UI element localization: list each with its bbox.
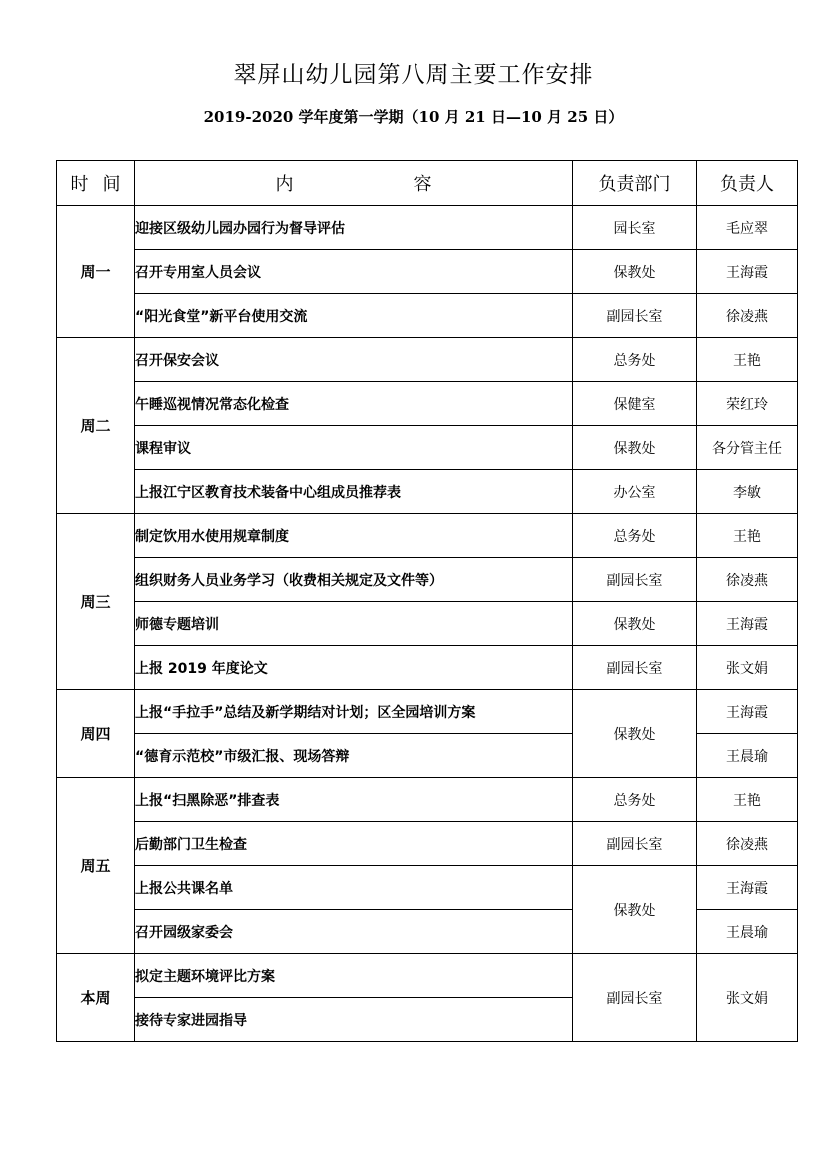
department-cell: 保教处: [573, 866, 697, 954]
header-time: 时 间: [57, 161, 135, 206]
content-cell: 上报 2019 年度论文: [135, 646, 573, 690]
day-cell: 周五: [57, 778, 135, 954]
content-cell: 上报“手拉手”总结及新学期结对计划；区全园培训方案: [135, 690, 573, 734]
content-cell: 召开专用室人员会议: [135, 250, 573, 294]
department-cell: 总务处: [573, 778, 697, 822]
table-row: [57, 646, 798, 690]
department-cell: 副园长室: [573, 954, 697, 1042]
content-cell: 组织财务人员业务学习（收费相关规定及文件等）: [135, 558, 573, 602]
page-title: 翠屏山幼儿园第八周主要工作安排: [233, 62, 594, 88]
person-cell: 王海霞: [697, 690, 798, 734]
content-cell: “德育示范校”市级汇报、现场答辩: [135, 734, 573, 778]
day-cell: 周二: [57, 338, 135, 514]
table-row: [57, 778, 798, 822]
department-cell: 保教处: [573, 690, 697, 778]
table-row: [57, 866, 798, 910]
table-row: [57, 558, 798, 602]
person-cell: 王海霞: [697, 250, 798, 294]
content-cell: 拟定主题环境评比方案: [135, 954, 573, 998]
person-cell: 徐凌燕: [697, 558, 798, 602]
day-cell: 周一: [57, 206, 135, 338]
person-cell: 王海霞: [697, 866, 798, 910]
table-row: [57, 250, 798, 294]
content-cell: 召开保安会议: [135, 338, 573, 382]
table-row: [57, 294, 798, 338]
person-cell: 王晨瑜: [697, 910, 798, 954]
department-cell: 副园长室: [573, 294, 697, 338]
department-cell: 副园长室: [573, 822, 697, 866]
header-content: 内 容: [135, 161, 573, 206]
department-cell: 副园长室: [573, 558, 697, 602]
department-cell: 保教处: [573, 250, 697, 294]
person-cell: 王海霞: [697, 602, 798, 646]
person-cell: 各分管主任: [697, 426, 798, 470]
table-row: [57, 382, 798, 426]
content-cell: 制定饮用水使用规章制度: [135, 514, 573, 558]
person-cell: 李敏: [697, 470, 798, 514]
content-cell: 上报“扫黑除恶”排查表: [135, 778, 573, 822]
person-cell: 毛应翠: [697, 206, 798, 250]
day-cell: 本周: [57, 954, 135, 1042]
department-cell: 副园长室: [573, 646, 697, 690]
person-cell: 张文娟: [697, 646, 798, 690]
person-cell: 徐凌燕: [697, 822, 798, 866]
table-row: [57, 954, 798, 998]
header-person: 负责人: [697, 161, 798, 206]
department-cell: 保教处: [573, 426, 697, 470]
schedule-table: [56, 160, 798, 1042]
content-cell: 召开园级家委会: [135, 910, 573, 954]
table-row: [57, 206, 798, 250]
day-cell: 周三: [57, 514, 135, 690]
department-cell: 园长室: [573, 206, 697, 250]
department-cell: 总务处: [573, 514, 697, 558]
content-cell: 师德专题培训: [135, 602, 573, 646]
person-cell: 荣红玲: [697, 382, 798, 426]
table-row: [57, 514, 798, 558]
person-cell: 王艳: [697, 338, 798, 382]
department-cell: 保健室: [573, 382, 697, 426]
content-cell: 课程审议: [135, 426, 573, 470]
content-cell: 上报公共课名单: [135, 866, 573, 910]
header-department: 负责部门: [573, 161, 697, 206]
person-cell: 徐凌燕: [697, 294, 798, 338]
content-cell: “阳光食堂”新平台使用交流: [135, 294, 573, 338]
table-row: [57, 470, 798, 514]
table-row: [57, 690, 798, 734]
content-cell: 迎接区级幼儿园办园行为督导评估: [135, 206, 573, 250]
person-cell: 王艳: [697, 514, 798, 558]
day-cell: 周四: [57, 690, 135, 778]
table-row: [57, 338, 798, 382]
department-cell: 保教处: [573, 602, 697, 646]
content-cell: 接待专家进园指导: [135, 998, 573, 1042]
content-cell: 上报江宁区教育技术装备中心组成员推荐表: [135, 470, 573, 514]
table-row: [57, 822, 798, 866]
table-header-row: [57, 161, 798, 206]
table-row: [57, 602, 798, 646]
person-cell: 王艳: [697, 778, 798, 822]
content-cell: 午睡巡视情况常态化检查: [135, 382, 573, 426]
person-cell: 张文娟: [697, 954, 798, 1042]
department-cell: 总务处: [573, 338, 697, 382]
page-subtitle: 2019-2020 学年度第一学期（10 月 21 日—10 月 25 日）: [203, 108, 624, 126]
department-cell: 办公室: [573, 470, 697, 514]
table-row: [57, 426, 798, 470]
content-cell: 后勤部门卫生检查: [135, 822, 573, 866]
person-cell: 王晨瑜: [697, 734, 798, 778]
